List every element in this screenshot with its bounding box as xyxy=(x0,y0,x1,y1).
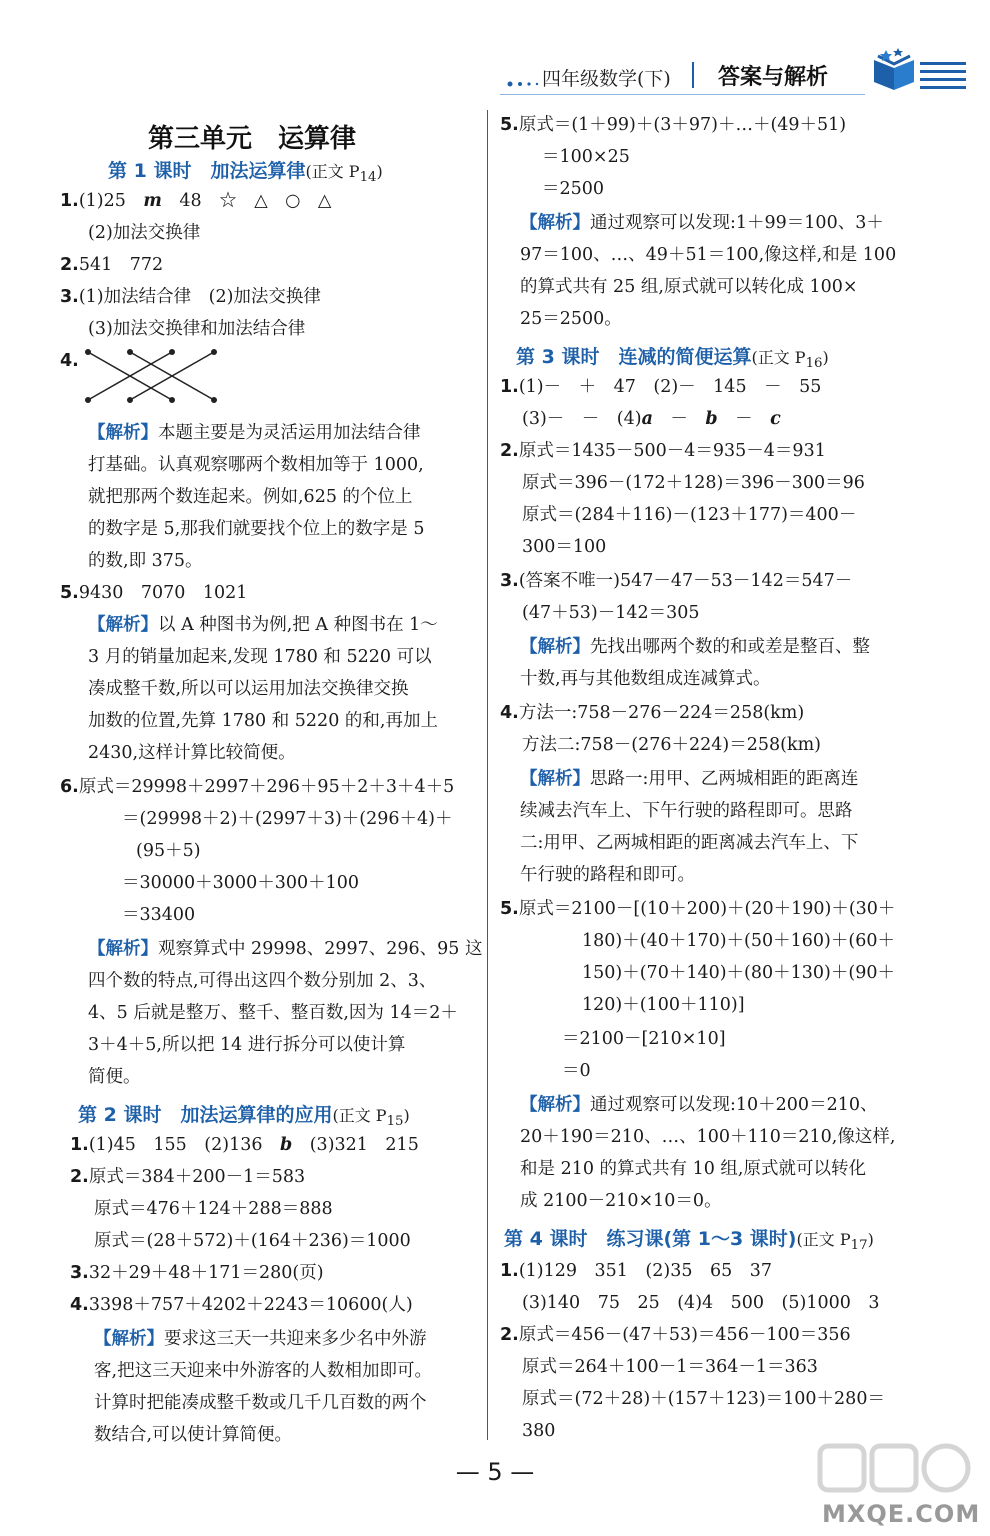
l1-q1-b: 48 ☆ △ ○ △ xyxy=(179,191,332,211)
decorative-dots-icon xyxy=(506,78,546,90)
question-number: 5. xyxy=(500,115,519,135)
l1-q6-line5: ＝33400 xyxy=(122,905,196,925)
question-number: 3. xyxy=(70,1263,89,1283)
l3-q5-expl-2: 20＋190＝210、…、100＋110＝210,像这样, xyxy=(520,1127,896,1147)
l1-q3-a: (1)加法结合律 (2)加法交换律 xyxy=(78,287,321,307)
analysis-tag: 【解析】 xyxy=(520,213,590,233)
l3-q5-a: 原式＝2100－[(10＋200)＋(20＋190)＋(30＋ xyxy=(518,899,896,919)
analysis-tag: 【解析】 xyxy=(520,1095,590,1115)
l2-q4 xyxy=(70,1294,413,1316)
l3-q3-line2: (47＋53)－142＝305 xyxy=(522,603,700,623)
question-number: 1. xyxy=(60,191,79,211)
matching-lines-diagram xyxy=(82,346,222,408)
l2-q2-line2: 原式＝476＋124＋288＝888 xyxy=(94,1199,333,1219)
question-number: 2. xyxy=(60,255,79,275)
l1-q6-a: 原式＝29998＋2997＋296＋95＋2＋3＋4＋5 xyxy=(78,777,455,797)
l3-q5-line2: 180)＋(40＋170)＋(50＋160)＋(60＋ xyxy=(582,931,895,951)
lesson-2-ref-sub: 15 xyxy=(386,1114,404,1130)
r-q5-a: 原式＝(1＋99)＋(3＋97)＋…＋(49＋51) xyxy=(518,115,847,135)
l2-q4-expl-4: 数结合,可以使计算简便。 xyxy=(94,1425,293,1445)
l3-q2-a: 原式＝1435－500－4＝935－4＝931 xyxy=(518,441,826,461)
l2-q4-expl-2: 客,把这三天迎来中外游客的人数相加即可。 xyxy=(94,1361,433,1381)
analysis-tag: 【解析】 xyxy=(88,423,158,443)
l2-q3-text: 32＋29＋48＋171＝280(页) xyxy=(88,1263,324,1283)
r-q5-line1 xyxy=(500,114,846,136)
lesson-2-title-text: 第 2 课时 加法运算律的应用 xyxy=(78,1104,333,1126)
r-q5-expl-4: 25＝2500。 xyxy=(520,309,622,329)
l2-q1-c: (3)321 215 xyxy=(309,1135,419,1155)
header-rule xyxy=(500,94,865,95)
question-number: 2. xyxy=(500,441,519,461)
l3-q3-expl-1 xyxy=(520,636,870,658)
l1-q1-line2: (2)加法交换律 xyxy=(88,223,201,243)
l3-q4-expl-2: 续减去汽车上、下午行驶的路程即可。思路 xyxy=(520,801,853,821)
l1-q6-expl-5: 简便。 xyxy=(88,1067,141,1087)
l1-q5-expl-2: 3 月的销量加起来,发现 1780 和 5220 可以 xyxy=(88,647,432,667)
l3-q3-expl-2: 十数,再与其他数组成连减算式。 xyxy=(520,669,771,689)
l3-q1-minus-2: － xyxy=(735,409,753,429)
question-number: 1. xyxy=(500,1261,519,1281)
l3-q5-expl-4: 成 2100－210×10＝0。 xyxy=(520,1191,722,1211)
l3-q3-e1: 先找出哪两个数的和或差是整百、整 xyxy=(590,637,870,657)
r-q5-line2: ＝100×25 xyxy=(542,147,630,167)
l1-q6-expl-3: 4、5 后就是整万、整千、整百数,因为 14＝2＋ xyxy=(88,1003,458,1023)
lesson-2-ref: (正文 $P_{15}$) xyxy=(332,1106,410,1130)
question-number: 1. xyxy=(70,1135,89,1155)
l1-q4-expl-5: 的数,即 375。 xyxy=(88,551,203,571)
l1-q6-line3: (95＋5) xyxy=(136,841,201,861)
lesson-1-title-text: 第 1 课时 加法运算律 xyxy=(108,160,306,182)
l1-q4-expl-3: 就把那两个数连起来。例如,625 的个位上 xyxy=(88,487,413,507)
l3-q5-line6: ＝0 xyxy=(562,1061,591,1081)
l1-q2 xyxy=(60,254,163,276)
l1-q2-text: 541 772 xyxy=(78,255,164,275)
l3-q5-line4: 120)＋(100＋110)] xyxy=(582,995,745,1015)
lesson-3-ref-sub: 16 xyxy=(805,356,823,372)
l3-q5-line5: ＝2100－[210×10] xyxy=(562,1029,726,1049)
lesson-2-ref-text: (正文 P xyxy=(332,1106,387,1125)
question-number: 2. xyxy=(70,1167,89,1187)
l1-q3-line1 xyxy=(60,286,321,308)
lesson-3-ref-text: (正文 P xyxy=(751,348,806,367)
question-number: 5. xyxy=(500,899,519,919)
l1-q1-a: (1)25 xyxy=(78,191,126,211)
r-q5-expl-3: 的算式共有 25 组,原式就可以转化成 100× xyxy=(520,277,858,297)
l1-q5-expl-4: 加数的位置,先算 1780 和 5220 的和,再加上 xyxy=(88,711,438,731)
l1-q5-e1: 以 A 种图书为例,把 A 种图书在 1～ xyxy=(158,615,438,635)
l4-q1-line1 xyxy=(500,1260,772,1282)
l1-q4-expl-4: 的数字是 5,那我们就要找个位上的数字是 5 xyxy=(88,519,425,539)
page-header xyxy=(500,56,970,96)
analysis-tag: 【解析】 xyxy=(88,615,158,635)
l2-q4-expl-1 xyxy=(94,1328,427,1350)
l2-q2-a: 原式＝384＋200－1＝583 xyxy=(88,1167,306,1187)
lesson-1-title xyxy=(108,156,383,185)
l1-q6-e1: 观察算式中 29998、2997、296、95 这 xyxy=(158,939,483,959)
l3-q2-line1 xyxy=(500,440,826,462)
l1-q6-line1 xyxy=(60,776,454,798)
book-logo-icon xyxy=(868,48,968,96)
page-number: — 5 — xyxy=(455,1458,535,1486)
l2-q3 xyxy=(70,1262,324,1284)
column-divider xyxy=(487,110,488,1440)
l1-q5-expl-3: 凑成整千数,所以可以运用加法交换律交换 xyxy=(88,679,409,699)
lesson-4-title xyxy=(504,1224,874,1253)
l4-q2-a: 原式＝456－(47＋53)＝456－100＝356 xyxy=(518,1325,851,1345)
lesson-4-ref-sub: 17 xyxy=(850,1238,868,1254)
r-q5-e1: 通过观察可以发现:1＋99＝100、3＋ xyxy=(590,213,884,233)
l2-q1-b: b xyxy=(279,1135,293,1155)
l3-q5-expl-3: 和是 210 的算式共有 10 组,原式就可以转化 xyxy=(520,1159,866,1179)
l3-q4-a: 方法一:758－276－224＝258(km) xyxy=(518,703,805,723)
l3-q5-e1: 通过观察可以发现:10＋200＝210、 xyxy=(590,1095,878,1115)
l1-q6-expl-4: 3＋4＋5,所以把 14 进行拆分可以使计算 xyxy=(88,1035,406,1055)
l3-q2-line4: 300＝100 xyxy=(522,537,607,557)
l3-q1-line2 xyxy=(522,408,781,430)
header-separator xyxy=(692,62,694,88)
l1-q5-text: 9430 7070 1021 xyxy=(78,583,248,603)
l3-q1-b: (3)－ － (4) xyxy=(522,409,642,429)
l3-q2-line2: 原式＝396－(172＋128)＝396－300＝96 xyxy=(522,473,865,493)
analysis-tag: 【解析】 xyxy=(520,769,590,789)
lesson-3-title-text: 第 3 课时 连减的简便运算 xyxy=(516,346,752,368)
l3-q3-line1 xyxy=(500,570,852,592)
lesson-1-ref-sub: 14 xyxy=(359,170,377,186)
l3-q4-expl-4: 午行驶的路程和即可。 xyxy=(520,865,695,885)
question-number: 3. xyxy=(60,287,79,307)
lesson-1-ref: (正文 $P_{14}$) xyxy=(305,162,383,186)
l3-q4-e1: 思路一:用甲、乙两城相距的距离连 xyxy=(590,769,859,789)
l1-q1-m: m xyxy=(143,191,162,211)
l1-q6-expl-1 xyxy=(88,938,483,960)
l1-q6-line2: ＝(29998＋2)＋(2997＋3)＋(296＋4)＋ xyxy=(122,809,453,829)
l3-q4-expl-3: 二:用甲、乙两城相距的距离减去汽车上、下 xyxy=(520,833,859,853)
l1-q5-expl-5: 2430,这样计算比较简便。 xyxy=(88,743,296,763)
l3-q4-line1 xyxy=(500,702,804,724)
header-title: 答案与解析 xyxy=(718,65,829,90)
l4-q1-line2: (3)140 75 25 (4)4 500 (5)1000 3 xyxy=(522,1293,880,1313)
l3-q3-a: (答案不唯一)547－47－53－142＝547－ xyxy=(518,571,853,591)
l1-q4-expl-2: 打基础。认真观察哪两个数相加等于 1000, xyxy=(88,455,424,475)
question-number: 1. xyxy=(500,377,519,397)
l3-q4-expl-1 xyxy=(520,768,858,790)
question-number: 5. xyxy=(60,583,79,603)
r-q5-expl-1 xyxy=(520,212,884,234)
analysis-tag: 【解析】 xyxy=(520,637,590,657)
watermark-text: MXQE.COM xyxy=(822,1500,981,1528)
r-q5-line3: ＝2500 xyxy=(542,179,605,199)
analysis-tag: 【解析】 xyxy=(94,1329,164,1349)
lesson-2-title xyxy=(78,1100,410,1129)
question-number: 3. xyxy=(500,571,519,591)
l2-q1-a: (1)45 155 (2)136 xyxy=(88,1135,263,1155)
lesson-1-ref-text: (正文 P xyxy=(305,162,360,181)
l3-q5-line1 xyxy=(500,898,895,920)
l1-q1-line1 xyxy=(60,190,331,212)
question-number: 2. xyxy=(500,1325,519,1345)
l1-q4-expl-1 xyxy=(88,422,421,444)
l1-q4-e1: 本题主要是为灵活运用加法结合律 xyxy=(158,423,421,443)
l3-q1-var-a: a xyxy=(641,409,653,429)
l4-q2-line2: 原式＝264＋100－1＝364－1＝363 xyxy=(522,1357,818,1377)
l2-q2-line3: 原式＝(28＋572)＋(164＋236)＝1000 xyxy=(94,1231,411,1251)
question-number: 4. xyxy=(70,1295,89,1315)
l1-q4 xyxy=(60,350,79,372)
header-grade: 四年级数学(下) xyxy=(542,68,671,90)
question-number: 6. xyxy=(60,777,79,797)
unit-title: 第三单元 运算律 xyxy=(148,124,357,154)
l1-q6-expl-2: 四个数的特点,可得出这四个数分别加 2、3、 xyxy=(88,971,437,991)
lesson-4-title-text: 第 4 课时 练习课(第 1～3 课时) xyxy=(504,1228,797,1250)
l3-q5-line3: 150)＋(70＋140)＋(80＋130)＋(90＋ xyxy=(582,963,895,983)
l4-q2-line1 xyxy=(500,1324,851,1346)
l1-q3-line2: (3)加法交换律和加法结合律 xyxy=(88,319,306,339)
analysis-tag: 【解析】 xyxy=(88,939,158,959)
l3-q1-line1 xyxy=(500,376,821,398)
l3-q2-line3: 原式＝(284＋116)－(123＋177)＝400－ xyxy=(522,505,857,525)
l4-q1-a: (1)129 351 (2)35 65 37 xyxy=(518,1261,773,1281)
lesson-3-ref: (正文 $P_{16}$) xyxy=(751,348,829,372)
l4-q2-line3: 原式＝(72＋28)＋(157＋123)＝100＋280＝ xyxy=(522,1389,885,1409)
l3-q1-minus-1: － xyxy=(670,409,688,429)
lesson-4-ref-text: (正文 P xyxy=(796,1230,851,1249)
l2-q4-text: 3398＋757＋4202＋2243＝10600(人) xyxy=(88,1295,413,1315)
l3-q1-a: (1)－ ＋ 47 (2)－ 145 － 55 xyxy=(518,377,822,397)
l2-q4-e1: 要求这三天一共迎来多少名中外游 xyxy=(164,1329,427,1349)
l3-q4-line2: 方法二:758－(276＋224)＝258(km) xyxy=(522,735,822,755)
l2-q2-line1 xyxy=(70,1166,305,1188)
l3-q5-expl-1 xyxy=(520,1094,877,1116)
l2-q4-expl-3: 计算时把能凑成整千数或几千几百数的两个 xyxy=(94,1393,427,1413)
l2-q1 xyxy=(70,1134,419,1156)
l3-q1-var-c: c xyxy=(770,409,781,429)
l4-q2-line4: 380 xyxy=(522,1421,556,1441)
l1-q5-expl-1 xyxy=(88,614,438,636)
l1-q6-line4: ＝30000＋3000＋300＋100 xyxy=(122,873,360,893)
lesson-4-ref: (正文 $P_{17}$) xyxy=(796,1230,874,1254)
question-number: 4. xyxy=(60,351,79,371)
lesson-3-title xyxy=(516,342,829,371)
l3-q1-var-b: b xyxy=(705,409,718,429)
r-q5-expl-2: 97＝100、…、49＋51＝100,像这样,和是 100 xyxy=(520,245,897,265)
l1-q5 xyxy=(60,582,247,604)
question-number: 4. xyxy=(500,703,519,723)
